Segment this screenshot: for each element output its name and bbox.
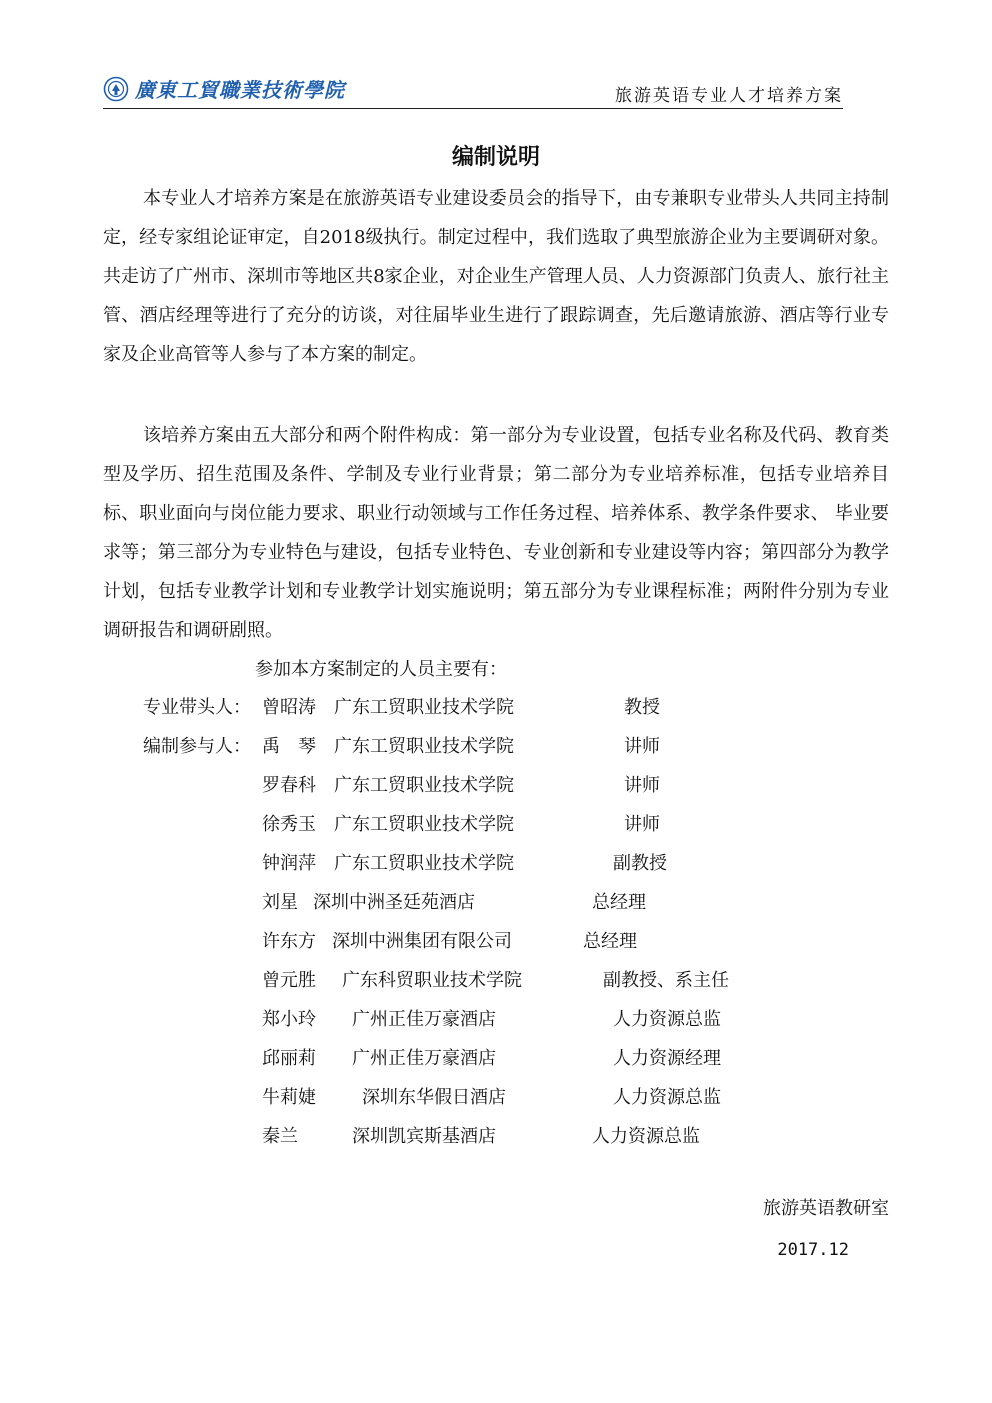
member-title: 总经理 [592, 892, 646, 913]
college-logo [103, 74, 345, 103]
member-title: 副教授 [613, 853, 667, 874]
member-name: 许东方 [262, 931, 316, 952]
member-title: 副教授、系主任 [603, 970, 729, 991]
member-name: 罗春科 [262, 775, 316, 796]
member-title: 总经理 [583, 931, 637, 952]
document-title-header: 旅游英语专业人才培养方案 [615, 86, 843, 106]
member-row [0, 1117, 992, 1156]
member-organization: 深圳东华假日酒店 [362, 1087, 506, 1108]
member-organization: 广东工贸职业技术学院 [334, 814, 514, 835]
member-name: 禹 琴 [262, 736, 316, 757]
member-organization: 广州正佳万豪酒店 [352, 1048, 496, 1069]
member-title: 讲师 [624, 775, 660, 796]
member-name: 牛莉婕 [262, 1087, 316, 1108]
member-organization: 深圳中洲集团有限公司 [332, 931, 512, 952]
member-row [0, 1039, 992, 1078]
member-row [0, 883, 992, 922]
member-organization: 广东工贸职业技术学院 [334, 853, 514, 874]
member-title: 教授 [624, 697, 660, 718]
member-organization: 广东工贸职业技术学院 [334, 736, 514, 757]
member-title: 人力资源经理 [613, 1048, 721, 1069]
member-organization: 深圳凯宾斯基酒店 [352, 1126, 496, 1147]
member-title: 人力资源总监 [613, 1087, 721, 1108]
college-logo-text: 廣東工貿職業技術學院 [135, 78, 345, 102]
paragraph-structure: 该培养方案由五大部分和两个附件构成：第一部分为专业设置，包括专业名称及代码、教育类型及学历、招生范围及条件、学制及专业行业背景；第二部分为专业培养标准，包括专业培养目标、职业面向与岗位能力要求、职业行动领域与工作任务过程、培养体系、教学条件要求、 毕业要求等；第三部分为专业特色与建设，包括专业特色、专业创新和专业建设等内容；第四部分为教学计划，包括专业教学计划和专业教学计划实施说明；第五部分为专业课程标准；两附件分别为专业调研报告和调研剧照。 [103, 425, 889, 641]
footer-department: 旅游英语教研室 [763, 1198, 889, 1219]
member-row [0, 1000, 992, 1039]
member-title: 人力资源总监 [613, 1009, 721, 1030]
member-row [0, 1078, 992, 1117]
member-role: 专业带头人： [143, 697, 251, 718]
member-name: 曾昭涛 [262, 697, 316, 718]
member-name: 刘星 [262, 892, 298, 913]
member-name: 徐秀玉 [262, 814, 316, 835]
member-row [0, 688, 992, 727]
footer-date: 2017.12 [777, 1240, 849, 1260]
paragraph-intro: 本专业人才培养方案是在旅游英语专业建设委员会的指导下，由专兼职专业带头人共同主持制定，经专家组论证审定，自2018级执行。制定过程中，我们选取了典型旅游企业为主要调研对象。共走访了广州市、深圳市等地区共8家企业，对企业生产管理人员、人力资源部门负责人、旅行社主管、酒店经理等进行了充分的访谈，对往届毕业生进行了跟踪调查，先后邀请旅游、酒店等行业专家及企业高管等人参与了本方案的制定。 [103, 188, 889, 365]
member-organization: 广州正佳万豪酒店 [352, 1009, 496, 1030]
college-emblem-icon [103, 76, 129, 102]
members-intro: 参加本方案制定的人员主要有： [255, 659, 507, 680]
member-title: 讲师 [624, 814, 660, 835]
member-row [0, 961, 992, 1000]
member-organization: 广东工贸职业技术学院 [334, 775, 514, 796]
member-row [0, 727, 992, 766]
member-role: 编制参与人： [143, 736, 251, 757]
member-name: 钟润萍 [262, 853, 316, 874]
member-row [0, 922, 992, 961]
member-name: 郑小玲 [262, 1009, 316, 1030]
member-organization: 深圳中洲圣廷苑酒店 [313, 892, 475, 913]
member-organization: 广东科贸职业技术学院 [342, 970, 522, 991]
member-organization: 广东工贸职业技术学院 [334, 697, 514, 718]
member-title: 人力资源总监 [592, 1126, 700, 1147]
member-row [0, 844, 992, 883]
member-row [0, 766, 992, 805]
member-name: 邱丽莉 [262, 1048, 316, 1069]
member-name: 曾元胜 [262, 970, 316, 991]
page-header [103, 72, 843, 109]
section-title: 编制说明 [451, 145, 540, 170]
member-title: 讲师 [624, 736, 660, 757]
member-row [0, 805, 992, 844]
member-name: 秦兰 [262, 1126, 298, 1147]
